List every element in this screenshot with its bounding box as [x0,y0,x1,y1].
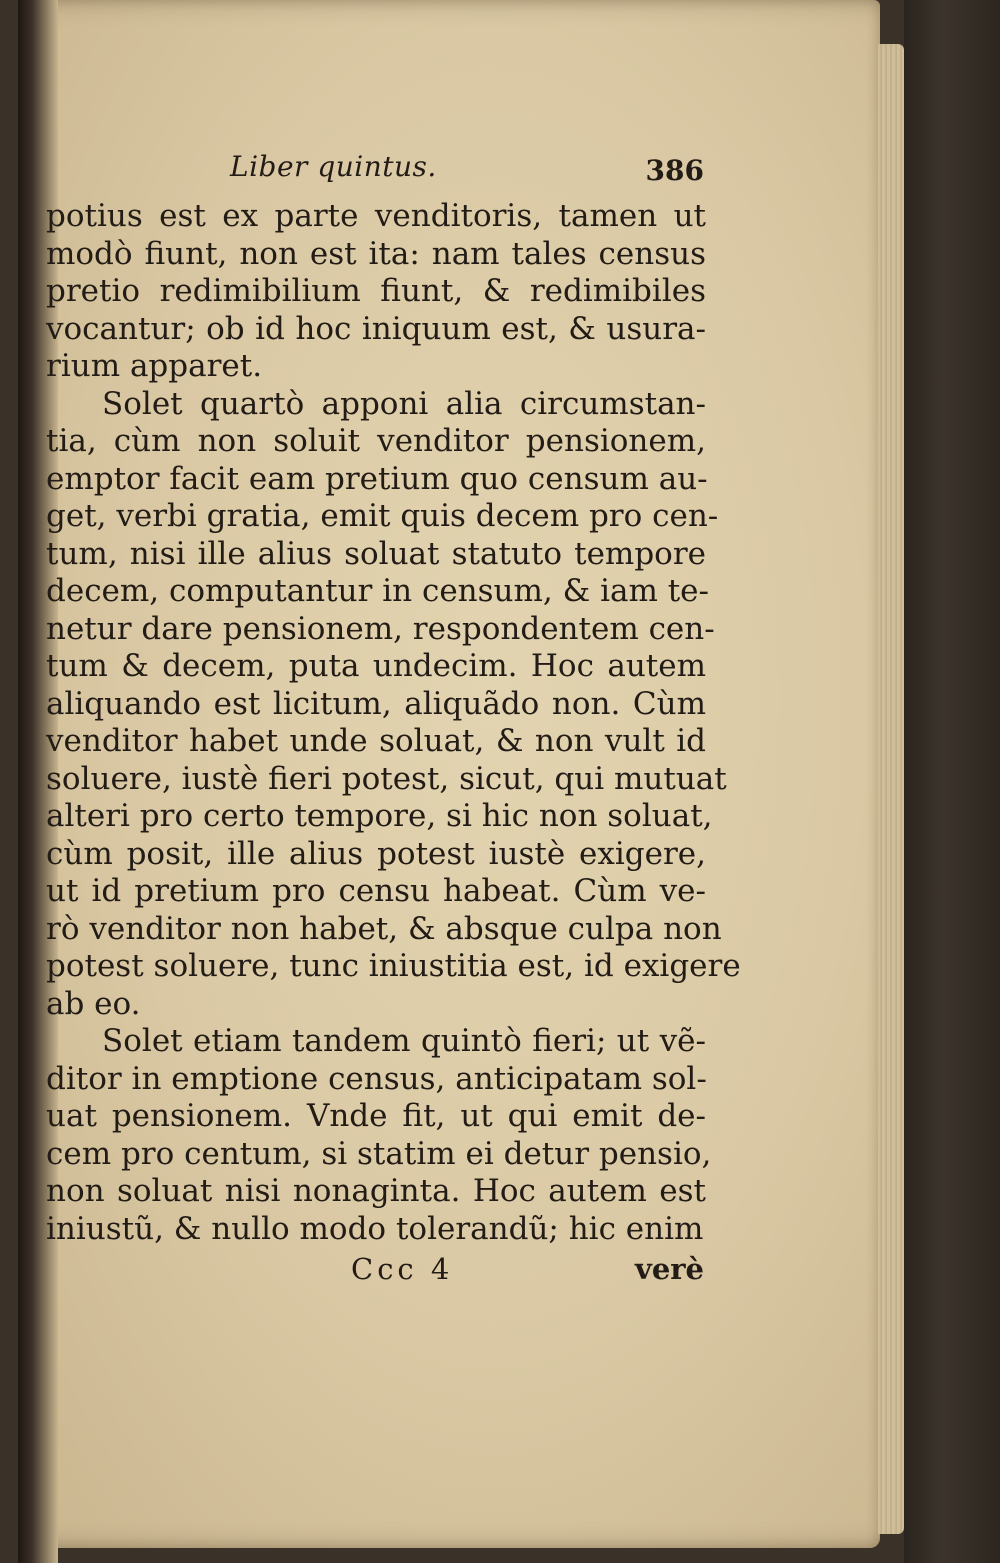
text-line: aliquando est licitum, aliquãdo non. Cùm [46,685,706,722]
text-line: rium apparet. [46,348,263,384]
text-line: get, verbi gratia, emit quis decem pro cen- [46,498,719,534]
book-cover-board [904,0,1000,1563]
text-line: modò fiunt, non est ita: nam tales census [46,235,706,272]
running-head-title: Liber quintus. [230,150,437,183]
catchword: verè [634,1252,704,1286]
text-line: tum, nisi ille alius soluat statuto tempore [46,535,706,572]
page-footer [46,1252,706,1294]
paragraph [46,385,741,1024]
text-line: soluere, iustè fieri potest, sicut, qui mutuat [46,760,727,797]
text-line: potius est ex parte venditoris, tamen ut [46,198,706,234]
text-line: netur dare pensionem, respondentem cen- [46,610,715,647]
text-block [46,150,741,1294]
text-line: decem, computantur in censum, & iam te- [46,573,709,609]
text-line: ditor in emptione census, anticipatam sol- [46,1060,707,1097]
text-line: Solet quartò apponi alia circumstan- [102,385,706,422]
paragraph [46,1023,712,1248]
text-line: non soluat nisi nonaginta. Hoc autem est [46,1173,706,1209]
text-line: ab eo. [46,985,141,1022]
running-head [46,150,706,198]
text-line: vocantur; ob id hoc iniquum est, & usura- [46,310,706,347]
text-line: ut id pretium pro censu habeat. Cùm ve- [46,873,706,909]
text-line: iniustũ, & nullo modo tolerandũ; hic enim [46,1210,704,1247]
page-number: 386 [645,154,704,187]
text-line: tia, cùm non soluit venditor pensionem, [46,423,706,459]
text-line: uat pensionem. Vnde fit, ut qui emit de- [46,1098,706,1134]
page-fore-edge [878,44,904,1534]
text-line: potest soluere, tunc iniustitia est, id exigere [46,948,741,984]
body-text [46,198,741,1248]
text-line: venditor habet unde soluat, & non vult id [46,723,706,759]
text-line: Solet etiam tandem quintò fieri; ut vẽ- [102,1023,706,1059]
paragraph [46,198,706,386]
text-line: alteri pro certo tempore, si hic non soluat, [46,798,713,834]
text-line: cem pro centum, si statim ei detur pensio, [46,1135,712,1172]
text-line: pretio redimibilium fiunt, & redimibiles [46,273,706,309]
text-line: cùm posit, ille alius potest iustè exigere, [46,835,706,872]
text-line: tum & decem, puta undecim. Hoc autem [46,648,706,684]
text-line: rò venditor non habet, & absque culpa non [46,910,722,947]
signature-mark: Ccc 4 [351,1252,454,1286]
text-line: emptor facit eam pretium quo censum au- [46,460,708,497]
